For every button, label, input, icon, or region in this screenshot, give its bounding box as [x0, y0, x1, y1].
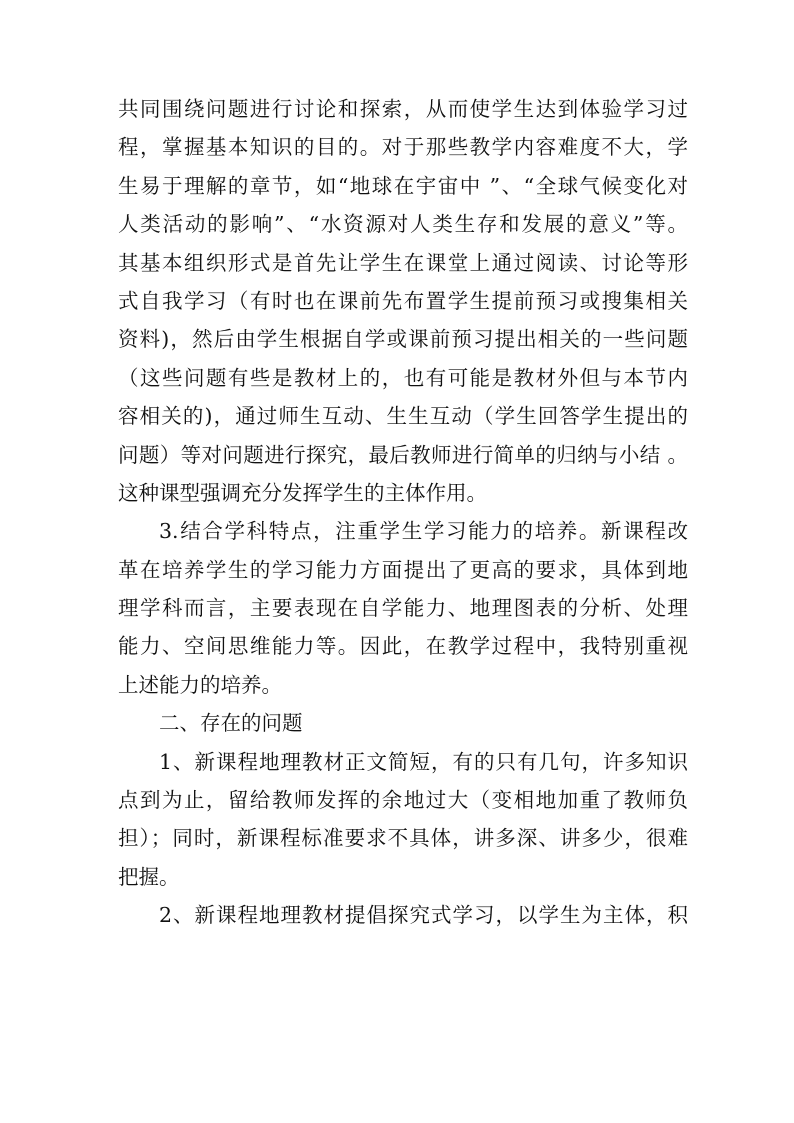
text-line: 担）；同时，新课程标准要求不具体，讲多深、讲多少，很难 — [118, 826, 688, 851]
text-line: 能力、空间思维能力等。因此，在教学过程中，我特别重视 — [118, 634, 688, 659]
text-line: 革在培养学生的学习能力方面提出了更高的要求，具体到地 — [118, 557, 688, 582]
text-line: 容相关的)，通过师生互动、生生互动（学生回答学生提出的 — [118, 404, 688, 429]
text-line: 生易于理解的章节，如“地球在宇宙中 ”、“全球气候变化对 — [118, 173, 688, 198]
text-line: 问题）等对问题进行探究，最后教师进行简单的归纳与小结 。 — [118, 442, 688, 467]
text-line: 其基本组织形式是首先让学生在课堂上通过阅读、讨论等形 — [118, 250, 688, 275]
text-line: 式自我学习（有时也在课前先布置学生提前预习或搜集相关 — [118, 288, 688, 313]
text-line: （这些问题有些是教材上的，也有可能是教材外但与本节内 — [118, 365, 688, 390]
text-line: 点到为止，留给教师发挥的余地过大（变相地加重了教师负 — [118, 788, 688, 813]
text-line: 上述能力的培养。 — [118, 672, 282, 697]
text-line: 程，掌握基本知识的目的。对于那些教学内容难度不大，学 — [118, 135, 688, 160]
text-line: 人类活动的影响”、“水资源对人类生存和发展的意义”等。 — [118, 212, 688, 237]
section-heading: 二、存在的问题 — [159, 711, 303, 736]
text-line: 把握。 — [118, 864, 180, 889]
text-line: 1、新课程地理教材正文简短，有的只有几句，许多知识 — [159, 749, 688, 774]
text-line: 2、新课程地理教材提倡探究式学习，以学生为主体，积 — [159, 903, 688, 928]
body-text — [118, 90, 688, 935]
text-line: 3.结合学科特点，注重学生学习能力的培养。新课程改 — [159, 519, 688, 544]
text-line: 资料)，然后由学生根据自学或课前预习提出相关的一些问题 — [118, 327, 688, 352]
text-line: 理学科而言，主要表现在自学能力、地理图表的分析、处理 — [118, 596, 688, 621]
text-line: 这种课型强调充分发挥学生的主体作用。 — [118, 480, 487, 505]
text-line: 共同围绕问题进行讨论和探索，从而使学生达到体验学习过 — [118, 97, 688, 121]
